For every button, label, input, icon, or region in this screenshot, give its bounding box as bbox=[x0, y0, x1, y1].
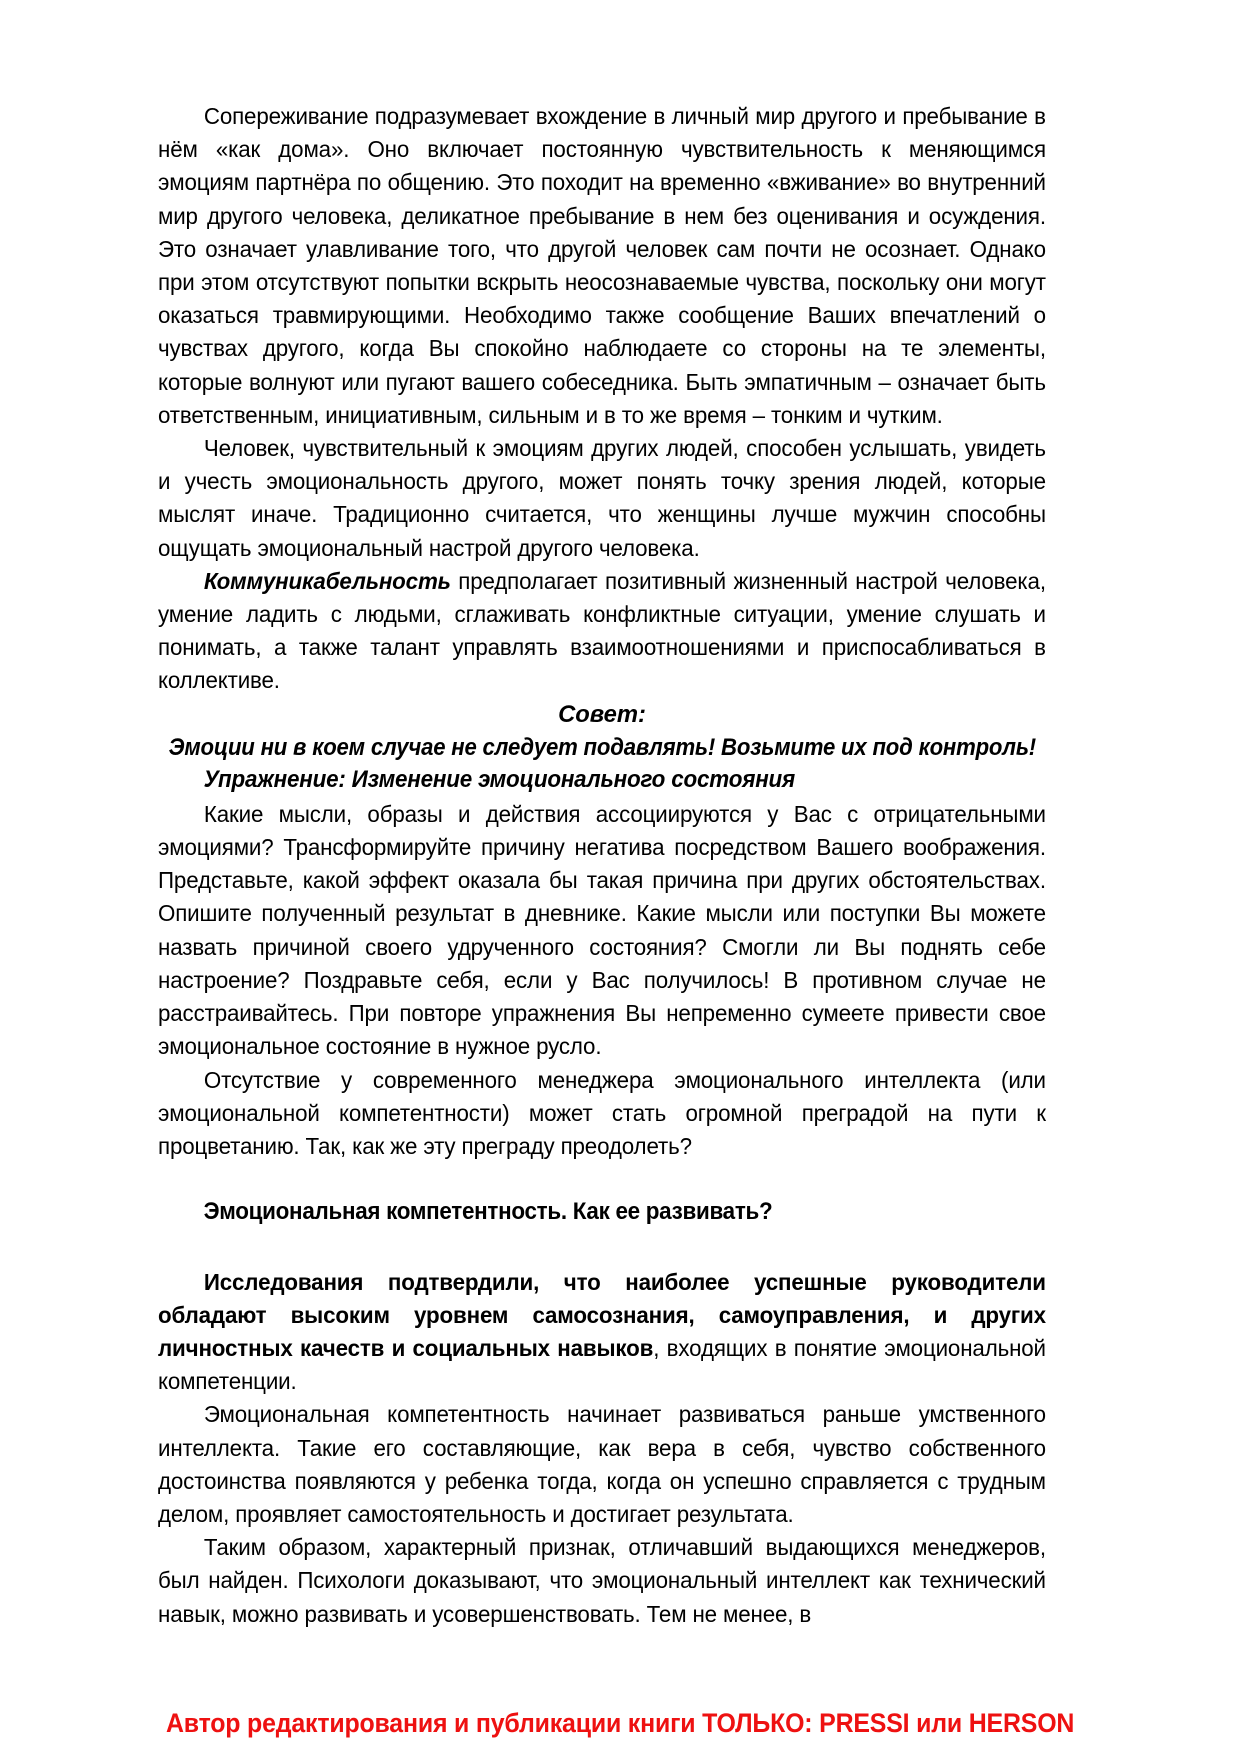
paragraph-development: Эмоциональная компетентность начинает развиваться раньше умственного интеллекта. Такие его составляющие, как вера в себя, чувство собственного достоинства появляются у ребенка тогда, когда он успешно справляется с трудным делом, проявляет самостоятельность и достигает результата. bbox=[158, 1401, 1046, 1527]
advice-text: Эмоции ни в коем случае не следует подавлять! Возьмите их под контроль! bbox=[168, 734, 1036, 762]
exercise-heading: Упражнение: Изменение эмоционального состояния bbox=[203, 767, 796, 794]
spacer-before-section-heading bbox=[158, 1163, 1046, 1196]
paragraph-conclusion: Таким образом, характерный признак, отличавший выдающихся менеджеров, был найден. Психологи доказывают, что эмоциональный интеллект как технический навык, можно развивать и усовершенствовать. Тем не менее, в bbox=[158, 1534, 1046, 1627]
paragraph-absence-of-ei: Отсутствие у современного менеджера эмоционального интеллекта (или эмоциональной компетентности) может стать огромной преградой на пути к процветанию. Так, как же эту преграду преодолеть? bbox=[158, 1066, 1046, 1159]
section-heading-competence: Эмоциональная компетентность. Как ее развивать? bbox=[203, 1199, 773, 1226]
paragraph-sensitivity: Человек, чувствительный к эмоциям других людей, способен услышать, увидеть и учесть эмоциональность другого, может понять точку зрения людей, которые мыслят иначе. Традиционно считается, что женщины лучше мужчин способны ощущать эмоциональный настрой другого человека. bbox=[158, 435, 1046, 561]
advice-label: Совет: bbox=[558, 700, 646, 728]
text-column bbox=[158, 100, 1046, 1631]
research-bold-lead: Исследования подтвердили bbox=[203, 1268, 534, 1295]
paragraph-empathy: Сопереживание подразумевает вхождение в личный мир другого и пребывание в нём «как дома». Оно включает постоянную чувствительность к меняющимся эмоциям партнёра по общению. Это походит на временно «вживание» во внутренний мир другого человека, деликатное пребывание в нем без оценивания и осуждения. Это означает улавливание того, что другой человек сам почти не осознает. Однако при этом отсутствуют попытки вскрыть неосознаваемые чувства, поскольку они могут оказаться травмирующими. Необходимо также сообщение Ваших впечатлений о чувствах другого, когда Вы спокойно наблюдаете со стороны на те элементы, которые волнуют или пугают вашего собеседника. Быть эмпатичным – означает быть ответственным, инициативным, сильным и в то же время – тонким и чутким. bbox=[158, 103, 1046, 428]
term-communicability: Коммуникабельность bbox=[203, 567, 451, 594]
research-tail: , входящих в понятие эмоциональной компетенции. bbox=[158, 1334, 1046, 1395]
footer bbox=[0, 1708, 1240, 1738]
spacer-after-section-heading bbox=[158, 1230, 1046, 1266]
paragraph-exercise-body: Какие мысли, образы и действия ассоциируются у Вас с отрицательными эмоциями? Трансформируйте причину негатива посредством Вашего воображения. Представьте, какой эффект оказала бы такая причина при других обстоятельствах. Опишите полученный результат в дневнике. Какие мысли или поступки Вы можете назвать причиной своего удрученного состояния? Смогли ли Вы поднять себе настроение? Поздравьте себя, если у Вас получилось! В противном случае не расстраивайтесь. При повторе упражнения Вы непременно сумеете привести свое эмоциональное состояние в нужное русло. bbox=[158, 800, 1046, 1060]
paragraph-communicability bbox=[158, 565, 1046, 698]
footer-credit-text: Автор редактирования и публикации книги ТОЛЬКО: PRESSI или HERSON bbox=[165, 1708, 1075, 1738]
paragraph-research bbox=[158, 1266, 1046, 1399]
research-bold-mid: , что наиболее успешные руководители обладают высоким уровнем самосознания, самоуправления, и других личностных качеств и социальных навыков bbox=[158, 1268, 1046, 1361]
paragraph-communicability-rest: предполагает позитивный жизненный настрой человека, умение ладить с людьми, сглаживать конфликтные ситуации, умение слушать и понимать, а также талант управлять взаимоотношениями и приспосабливаться в коллективе. bbox=[158, 567, 1046, 694]
